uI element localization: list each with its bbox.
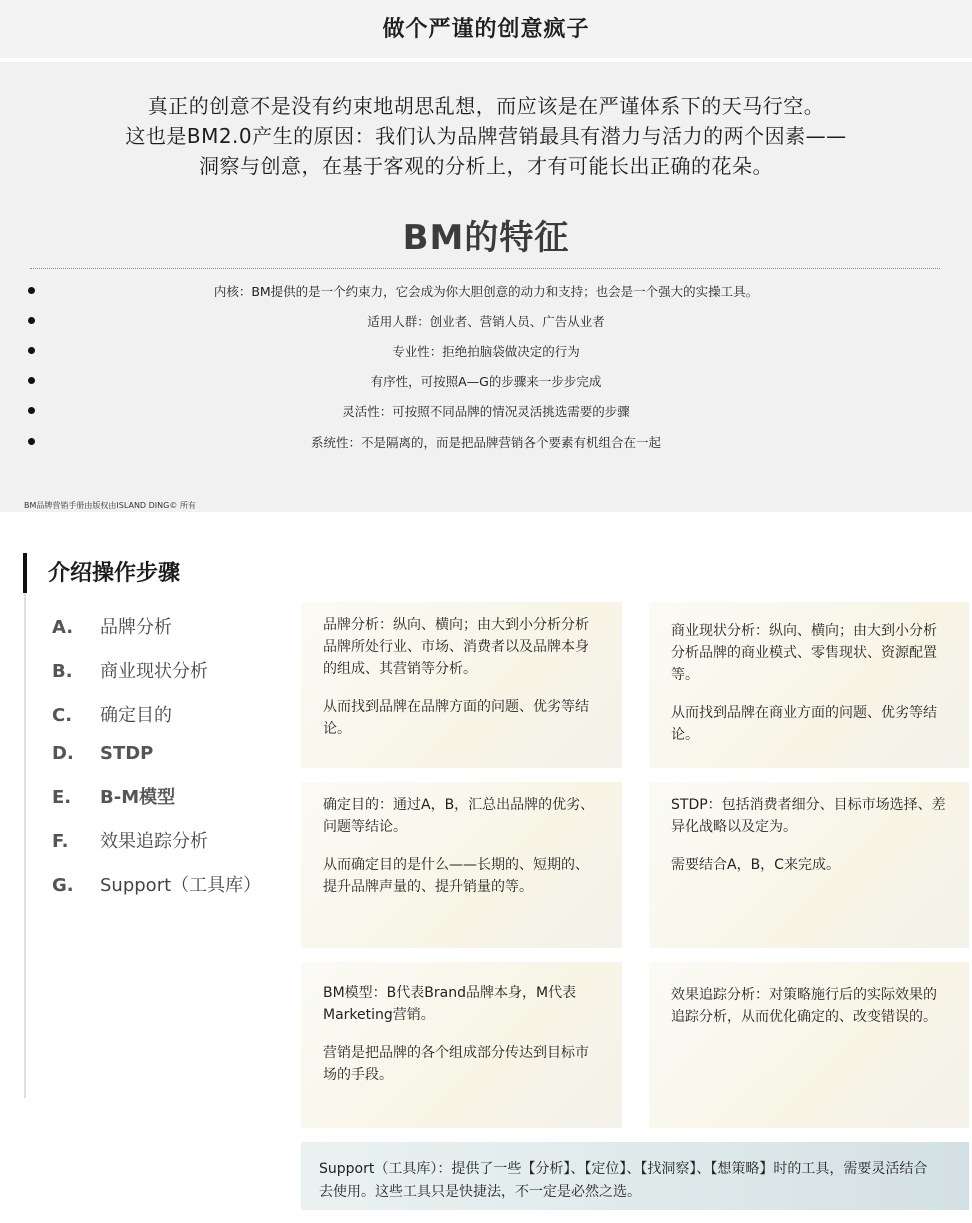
intro-line-3: 洞察与创意，在基于客观的分析上，才有可能长出正确的花朵。 (199, 154, 773, 178)
card-stdp (649, 782, 969, 948)
card-business-analysis (649, 602, 969, 768)
feature-item (0, 372, 972, 394)
feature-text: 有序性，可按照A—G的步骤来一步步完成 (370, 374, 602, 389)
feature-item (0, 342, 972, 364)
card-text: 品牌分析：纵向、横向；由大到小分析分析品牌所处行业、市场、消费者以及品牌本身的组成、其营销等分析。 (323, 617, 589, 677)
intro-line-2: 这也是BM2.0产生的原因：我们认为品牌营销最具有潜力与活力的两个因素—— (125, 124, 847, 148)
step-letter: E. (52, 787, 72, 808)
step-item-e (52, 783, 175, 809)
step-label: B-M模型 (100, 787, 176, 808)
card-text: 商业现状分析：纵向、横向；由大到小分析分析品牌的商业模式、零售现状、资源配置等。 (671, 623, 937, 683)
card-text: 效果追踪分析：对策略施行后的实际效果的追踪分析，从而优化确定的、改变错误的。 (671, 987, 937, 1025)
feature-text: 专业性：拒绝拍脑袋做决定的行为 (392, 344, 580, 359)
step-letter: F. (52, 831, 69, 852)
page-title: 做个严谨的创意疯子 (382, 17, 590, 42)
section-rule (24, 593, 26, 1098)
step-label: 商业现状分析 (100, 661, 208, 682)
step-item-d (52, 743, 153, 769)
card-tracking-analysis (649, 962, 969, 1128)
step-item-g (52, 871, 261, 897)
feature-text: 适用人群：创业者、营销人员、广告从业者 (367, 314, 605, 329)
step-letter: D. (52, 743, 74, 764)
step-item-f (52, 827, 208, 853)
dotted-divider (30, 268, 940, 269)
step-label: 确定目的 (100, 705, 172, 726)
card-support (301, 1142, 969, 1210)
feature-text: 系统性：不是隔离的，而是把品牌营销各个要素有机组合在一起 (310, 435, 661, 450)
section-accent-bar (23, 553, 27, 593)
card-text: STDP：包括消费者细分、目标市场选择、差异化战略以及定为。 (671, 797, 946, 835)
step-letter: G. (52, 875, 74, 896)
step-label: 品牌分析 (100, 617, 172, 638)
card-define-goal (301, 782, 622, 948)
card-text: 确定目的：通过A，B，汇总出品牌的优劣、问题等结论。 (323, 797, 595, 835)
feature-text: 灵活性：可按照不同品牌的情况灵活挑选需要的步骤 (342, 404, 630, 419)
step-label: STDP (100, 743, 154, 764)
step-letter: B. (52, 661, 73, 682)
step-item-c (52, 701, 172, 727)
card-text: 营销是把品牌的各个组成部分传达到目标市场的手段。 (323, 1045, 589, 1083)
card-bm-model (301, 962, 622, 1128)
step-label: Support（工具库） (100, 875, 262, 896)
intro-line-1: 真正的创意不是没有约束地胡思乱想，而应该是在严谨体系下的天马行空。 (147, 94, 825, 118)
steps-title: 介绍操作步骤 (48, 561, 181, 586)
feature-item (0, 402, 972, 424)
step-label: 效果追踪分析 (100, 831, 208, 852)
features-heading: BM的特征 (402, 218, 570, 258)
step-letter: A. (52, 617, 74, 638)
step-item-a (52, 613, 172, 639)
step-item-b (52, 657, 208, 683)
feature-item (0, 282, 972, 304)
card-text: 从而找到品牌在商业方面的问题、优劣等结论。 (671, 705, 937, 743)
feature-item (0, 312, 972, 334)
support-text: Support（工具库）：提供了一些【分析】、【定位】、【找洞察】、【想策略】时的工具，需要灵活结合去使用。这些工具只是快捷法，不一定是必然之选。 (319, 1161, 928, 1200)
feature-text: 内核：BM提供的是一个约束力，它会成为你大胆创意的动力和支持；也会是一个强大的实操工具。 (213, 284, 759, 299)
card-brand-analysis (301, 602, 622, 768)
copyright-notice: BM品牌营销手册由版权由ISLAND DING© 所有 (24, 501, 196, 510)
card-text: 需要结合A，B，C来完成。 (671, 857, 840, 873)
step-letter: C. (52, 705, 73, 726)
card-text: 从而确定目的是什么——长期的、短期的、提升品牌声量的、提升销量的等。 (323, 857, 589, 895)
card-text: BM模型：B代表Brand品牌本身，M代表Marketing营销。 (323, 985, 577, 1023)
card-text: 从而找到品牌在品牌方面的问题、优劣等结论。 (323, 699, 589, 737)
feature-item (0, 433, 972, 455)
